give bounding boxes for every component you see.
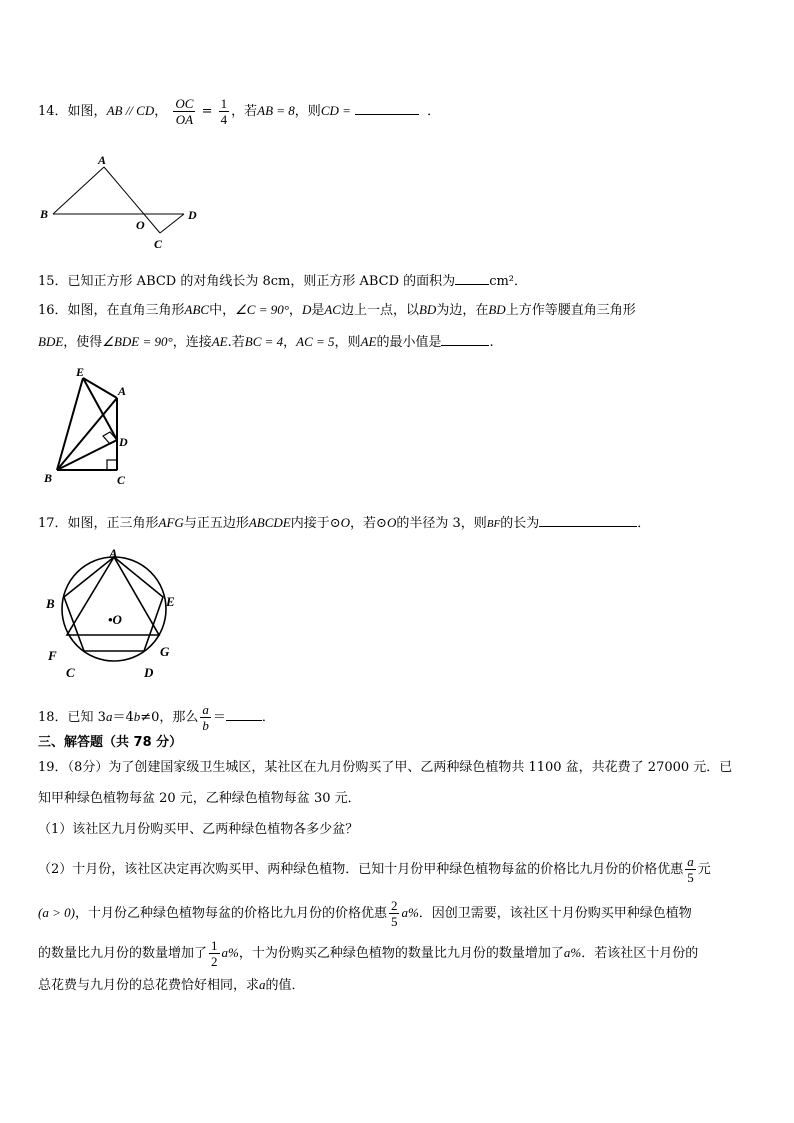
q14-sep: ， xyxy=(154,104,168,119)
label-d: D xyxy=(144,665,154,680)
label-c: C xyxy=(154,237,163,251)
label-e: E xyxy=(166,594,175,609)
section-heading: 三、解答题（共 78 分） xyxy=(38,735,183,750)
q16-ac-val: AC = 5 xyxy=(296,334,335,349)
q16-angle-bde: ∠BDE = 90° xyxy=(102,334,173,349)
q14-answer-blank[interactable] xyxy=(355,100,419,115)
label-o: •O xyxy=(108,612,122,627)
q16-d: D xyxy=(301,302,312,317)
segment-ba xyxy=(57,398,117,470)
q14-condition-parallel: AB // CD xyxy=(106,103,155,118)
label-f: F xyxy=(48,648,57,663)
q16-t: ， xyxy=(283,335,297,350)
q18-text: 18．已知 3 xyxy=(38,710,106,725)
q16-t: 上方作等腰直角三角形 xyxy=(505,303,636,318)
q16-t: ， xyxy=(288,303,302,318)
label-c: C xyxy=(117,473,126,487)
q19-line1: 19．（8分）为了创建国家级卫生城区，某社区在九月份购买了甲、乙两种绿色植物共 1100 盆，共花费了 27000 元．已 xyxy=(38,760,733,775)
q19-t: ．因创卫需要，该社区十月份购买甲种绿色植物 xyxy=(418,906,692,921)
label-b: B xyxy=(40,207,49,221)
q17-t: 的半径为 3，则 xyxy=(396,516,487,531)
q19-part2-line2 xyxy=(38,898,692,929)
segment-ac xyxy=(104,167,160,233)
q19-a-percent: a% xyxy=(401,905,419,920)
q19-part1: （1）该社区九月份购买甲、乙两种绿色植物各多少盆？ xyxy=(38,822,359,837)
q15-unit: cm²． xyxy=(489,274,528,289)
q14-figure xyxy=(36,150,206,255)
segment-ab xyxy=(53,167,104,214)
q18-t: ． xyxy=(261,710,275,725)
q16-t: 的最小值是 xyxy=(376,335,442,350)
q16-line1 xyxy=(38,300,636,321)
q19-a: a xyxy=(259,977,266,992)
q16-ac: AC xyxy=(324,302,341,317)
q17-t: 与正五边形 xyxy=(183,516,249,531)
q15-text: 15．已知正方形 ABCD 的对角线长为 8cm，则正方形 ABCD 的面积为 xyxy=(38,274,456,289)
q18-a: a xyxy=(105,709,113,724)
q14-ratio-fraction xyxy=(173,96,195,127)
q17-afg: AFG xyxy=(158,515,184,530)
q15-answer-blank[interactable] xyxy=(455,270,489,285)
q17-t: 内接于⊙ xyxy=(290,516,341,531)
q14-condition-ab: AB = 8 xyxy=(257,103,295,118)
q14-frac-den: OA xyxy=(175,112,194,127)
q17-arc-bf: BF xyxy=(486,518,501,530)
label-a: A xyxy=(118,384,127,398)
q14-val-num: 1 xyxy=(220,96,228,111)
q19-t: ．若该社区十月份的 xyxy=(581,946,699,961)
q18-fraction xyxy=(200,702,211,733)
q14-equals: = xyxy=(197,104,217,119)
label-c: C xyxy=(66,665,75,680)
right-angle-c xyxy=(107,460,117,470)
q19-frac-num: a xyxy=(687,854,694,869)
q16-angle-c: ∠C = 90° xyxy=(235,302,289,317)
q17-line xyxy=(38,512,650,534)
q16-t: 为边，在 xyxy=(436,303,489,318)
q17-o: O xyxy=(386,515,397,530)
label-b: B xyxy=(44,471,53,485)
q17-t: ，若⊙ xyxy=(350,516,387,531)
q14-number: 14． xyxy=(38,104,68,119)
q16-t: ，则 xyxy=(334,335,361,350)
q19-part2-line4 xyxy=(38,975,305,996)
label-g: G xyxy=(160,644,170,659)
q16-t: 中， xyxy=(209,303,236,318)
q19-frac-num: 1 xyxy=(211,938,218,953)
q19-t: ，十月份乙种绿色植物每盆的价格比九月份的价格优惠 xyxy=(74,906,387,921)
q19-frac-den: 5 xyxy=(687,870,694,885)
q16-t: ，连接 xyxy=(172,335,212,350)
q16-abc: ABC xyxy=(184,302,210,317)
right-angle-d xyxy=(103,432,117,444)
q17-text: 17．如图，正三角形 xyxy=(38,516,159,531)
q14-ask: CD = xyxy=(320,103,351,118)
q18-b: b xyxy=(133,709,141,724)
q19-frac-1-2 xyxy=(209,938,220,969)
q18-answer-blank[interactable] xyxy=(226,706,262,721)
q16-figure xyxy=(40,362,140,490)
q18-t: ≠0，那么 xyxy=(140,710,199,725)
q17-t: 的长为 xyxy=(500,516,540,531)
q19-t: 的值． xyxy=(265,978,305,993)
q14-value-fraction xyxy=(219,96,230,127)
q16-bde: BDE xyxy=(38,334,64,349)
q19-text: （2）十月份，该社区决定再次购买甲、两种绿色植物．已知十月份甲种绿色植物每盆的价格比九月份的价格优惠 xyxy=(38,862,684,877)
q16-t: 是 xyxy=(311,303,325,318)
q19-line2: 知甲种绿色植物每盆 20 元，乙种绿色植物每盆 30 元． xyxy=(38,791,361,806)
segment-bd xyxy=(57,440,117,470)
q14-text2: ，若 xyxy=(231,104,258,119)
q17-figure xyxy=(40,544,190,684)
q16-bd: BD xyxy=(488,302,506,317)
segment-eb xyxy=(57,378,83,470)
q18-frac-den: b xyxy=(202,718,209,733)
q19-frac-den: 2 xyxy=(211,954,218,969)
q14-end: ． xyxy=(427,104,441,119)
q19-text: 总花费与九月份的总花费恰好相同，求 xyxy=(38,978,260,993)
q14-text: 如图， xyxy=(67,104,107,119)
q14-frac-num: OC xyxy=(175,96,194,111)
q18-t: ＝4 xyxy=(112,710,134,725)
q16-answer-blank[interactable] xyxy=(441,331,489,346)
label-e: E xyxy=(76,365,85,379)
q19-part2-line1 xyxy=(38,854,711,885)
q15-line xyxy=(38,270,527,292)
q14-text3: ，则 xyxy=(294,104,321,119)
label-a: A xyxy=(98,153,107,167)
q16-text: 16．如图，在直角三角形 xyxy=(38,303,185,318)
q19-frac-a5 xyxy=(685,854,696,885)
q17-o: O xyxy=(340,515,351,530)
q19-a-positive: (a > 0) xyxy=(38,905,75,920)
q19-text: 的数量比九月份的数量增加了 xyxy=(38,946,208,961)
label-d: D xyxy=(188,208,197,222)
q16-ae: AE xyxy=(211,334,228,349)
q18-frac-num: a xyxy=(202,702,209,717)
q16-bc: BC = 4 xyxy=(244,334,284,349)
segment-cd xyxy=(160,214,184,233)
q17-t: ． xyxy=(637,516,651,531)
circle-o xyxy=(62,557,166,661)
q16-t: . xyxy=(489,335,494,350)
q19-part2-line3 xyxy=(38,938,698,969)
q19-frac-num: 2 xyxy=(390,898,398,913)
q16-t: 边上一点，以 xyxy=(340,303,419,318)
q16-line2 xyxy=(38,331,494,353)
label-b: B xyxy=(46,596,55,611)
q14-val-den: 4 xyxy=(220,112,228,127)
q19-frac-den: 5 xyxy=(390,914,398,929)
label-d: D xyxy=(119,435,128,449)
q18-line xyxy=(38,702,275,733)
q17-abcde: ABCDE xyxy=(248,515,291,530)
q18-equals: ＝ xyxy=(212,710,226,725)
q17-answer-blank[interactable] xyxy=(539,512,637,527)
q16-t: ，使得 xyxy=(63,335,103,350)
q14-line xyxy=(38,96,440,127)
q16-bd: BD xyxy=(418,302,437,317)
q19-a-percent: a% xyxy=(563,945,582,960)
q19-frac-2-5 xyxy=(389,898,400,929)
label-a: A xyxy=(109,546,118,561)
q19-t: 元 xyxy=(697,862,711,877)
q16-ae: AE xyxy=(360,334,377,349)
q19-t: ，十为份购买乙种绿色植物的数量比九月份的数量增加了 xyxy=(238,946,564,961)
q19-a-percent: a% xyxy=(221,945,239,960)
q16-t: .若 xyxy=(227,335,245,350)
label-o: O xyxy=(136,218,145,232)
